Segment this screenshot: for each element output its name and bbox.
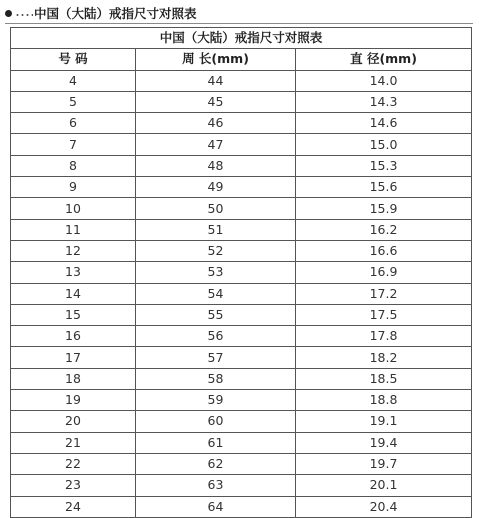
diameter-cell: 16.2 — [296, 219, 472, 240]
table-title: 中国（大陆）戒指尺寸对照表 — [11, 28, 472, 49]
size-cell: 6 — [11, 113, 136, 134]
circumference-cell: 50 — [136, 198, 296, 219]
diameter-cell: 14.3 — [296, 91, 472, 112]
size-cell: 9 — [11, 177, 136, 198]
circumference-cell: 62 — [136, 453, 296, 474]
diameter-cell: 16.6 — [296, 240, 472, 261]
circumference-cell: 56 — [136, 326, 296, 347]
circumference-cell: 51 — [136, 219, 296, 240]
circumference-cell: 44 — [136, 70, 296, 91]
circumference-cell: 53 — [136, 262, 296, 283]
diameter-cell: 16.9 — [296, 262, 472, 283]
circumference-cell: 52 — [136, 240, 296, 261]
circumference-cell: 45 — [136, 91, 296, 112]
size-cell: 19 — [11, 390, 136, 411]
table-row — [11, 134, 472, 155]
table-row — [11, 177, 472, 198]
circumference-cell: 47 — [136, 134, 296, 155]
table-row — [11, 113, 472, 134]
table-body — [11, 70, 472, 517]
table-row — [11, 91, 472, 112]
circumference-cell: 49 — [136, 177, 296, 198]
size-cell: 4 — [11, 70, 136, 91]
size-cell: 18 — [11, 368, 136, 389]
table-row — [11, 304, 472, 325]
table-row — [11, 496, 472, 517]
diameter-cell: 15.3 — [296, 155, 472, 176]
circumference-cell: 55 — [136, 304, 296, 325]
circumference-cell: 60 — [136, 411, 296, 432]
table-row — [11, 262, 472, 283]
circumference-cell: 61 — [136, 432, 296, 453]
diameter-cell: 14.6 — [296, 113, 472, 134]
table-row — [11, 70, 472, 91]
circumference-cell: 54 — [136, 283, 296, 304]
size-cell: 22 — [11, 453, 136, 474]
table-row — [11, 453, 472, 474]
size-cell: 21 — [11, 432, 136, 453]
size-cell: 5 — [11, 91, 136, 112]
diameter-cell: 17.5 — [296, 304, 472, 325]
table-header-row — [11, 49, 472, 70]
table-row — [11, 411, 472, 432]
size-cell: 23 — [11, 475, 136, 496]
section-heading-text: 中国（大陆）戒指尺寸对照表 — [34, 6, 197, 21]
ring-size-table — [10, 27, 472, 518]
circumference-cell: 48 — [136, 155, 296, 176]
table-row — [11, 155, 472, 176]
table-row — [11, 347, 472, 368]
column-header-circumference: 周 长(mm) — [136, 49, 296, 70]
bullet-icon — [5, 10, 12, 17]
diameter-cell: 15.0 — [296, 134, 472, 155]
diameter-cell: 17.8 — [296, 326, 472, 347]
size-cell: 13 — [11, 262, 136, 283]
diameter-cell: 17.2 — [296, 283, 472, 304]
size-cell: 12 — [11, 240, 136, 261]
diameter-cell: 14.0 — [296, 70, 472, 91]
diameter-cell: 18.5 — [296, 368, 472, 389]
diameter-cell: 19.4 — [296, 432, 472, 453]
table-row — [11, 283, 472, 304]
size-cell: 15 — [11, 304, 136, 325]
diameter-cell: 20.4 — [296, 496, 472, 517]
size-cell: 7 — [11, 134, 136, 155]
size-cell: 17 — [11, 347, 136, 368]
circumference-cell: 57 — [136, 347, 296, 368]
diameter-cell: 19.7 — [296, 453, 472, 474]
size-cell: 16 — [11, 326, 136, 347]
table-row — [11, 432, 472, 453]
column-header-diameter: 直 径(mm) — [296, 49, 472, 70]
diameter-cell: 18.8 — [296, 390, 472, 411]
size-cell: 24 — [11, 496, 136, 517]
circumference-cell: 63 — [136, 475, 296, 496]
circumference-cell: 46 — [136, 113, 296, 134]
table-row — [11, 198, 472, 219]
size-cell: 10 — [11, 198, 136, 219]
size-cell: 20 — [11, 411, 136, 432]
size-cell: 11 — [11, 219, 136, 240]
table-title-row — [11, 28, 472, 49]
circumference-cell: 58 — [136, 368, 296, 389]
circumference-cell: 59 — [136, 390, 296, 411]
circumference-cell: 64 — [136, 496, 296, 517]
size-cell: 8 — [11, 155, 136, 176]
section-heading — [5, 6, 473, 24]
size-cell: 14 — [11, 283, 136, 304]
table-row — [11, 326, 472, 347]
table-row — [11, 390, 472, 411]
diameter-cell: 15.6 — [296, 177, 472, 198]
diameter-cell: 18.2 — [296, 347, 472, 368]
column-header-size: 号 码 — [11, 49, 136, 70]
table-row — [11, 475, 472, 496]
table-row — [11, 368, 472, 389]
diameter-cell: 20.1 — [296, 475, 472, 496]
dotted-leader-icon — [15, 14, 33, 16]
table-row — [11, 240, 472, 261]
diameter-cell: 19.1 — [296, 411, 472, 432]
diameter-cell: 15.9 — [296, 198, 472, 219]
table-row — [11, 219, 472, 240]
